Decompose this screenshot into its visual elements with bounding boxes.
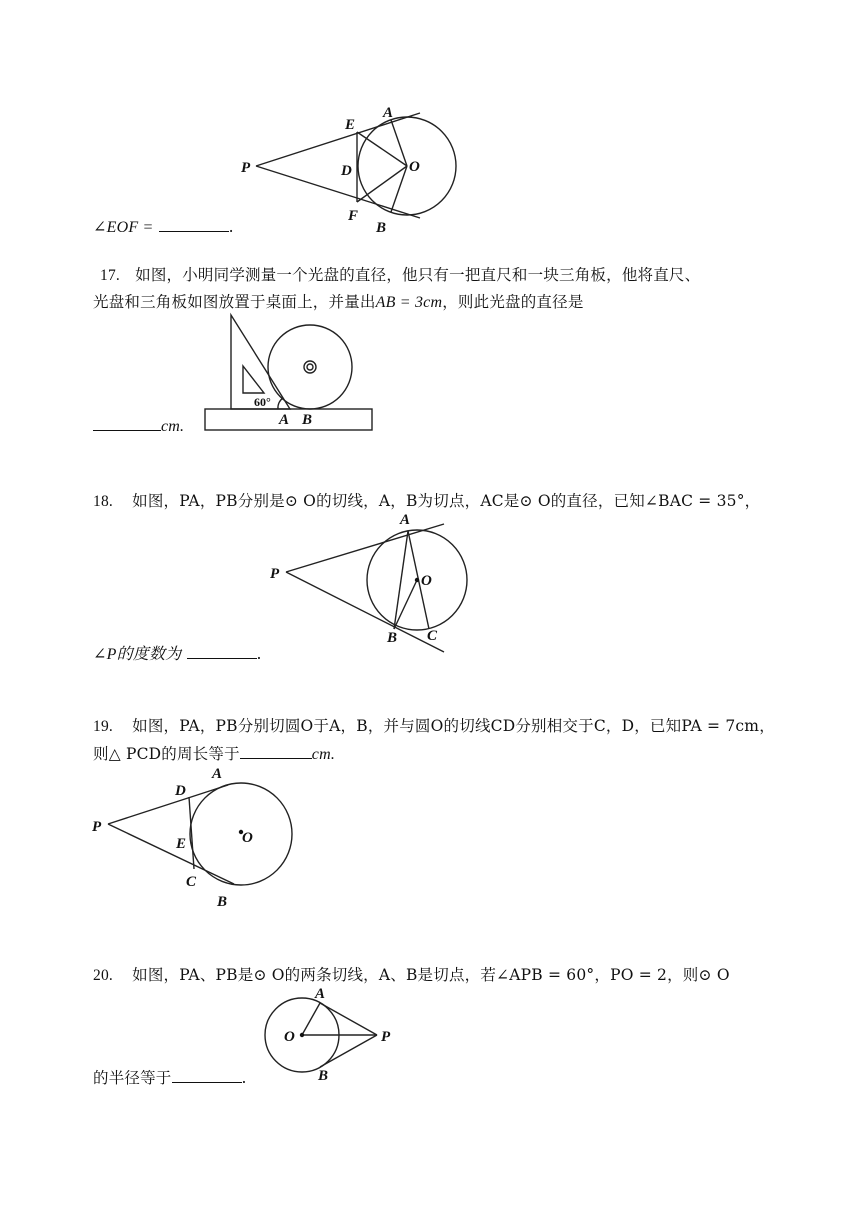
q20-label-o: O <box>284 1029 295 1045</box>
q19-text-line1: 如图，PA，PB分别切圆O于A，B，并与圆O的切线CD分别相交于C，D，已知PA = 7cm， <box>132 717 775 735</box>
q19-label-b: B <box>217 894 228 910</box>
q16-label-e: E <box>345 117 356 133</box>
q17-label-a: A <box>279 412 290 428</box>
q17-answer-suffix: cm. <box>161 418 185 435</box>
q18-label-p: P <box>270 566 280 582</box>
q19-label-a: A <box>212 766 223 782</box>
q20-label-a: A <box>315 986 326 1002</box>
q18-answer-prefix: ∠P的度数为 <box>93 646 182 663</box>
q19-label-e: E <box>176 836 187 852</box>
q19-number: 19. <box>93 718 113 735</box>
q20-text-line1: 如图，PA、PB是⊙ O的两条切线，A、B是切点，若∠APB = 60°，PO = 2，则⊙ O <box>132 966 730 984</box>
q17-number: 17. <box>100 267 120 284</box>
q19-label-c: C <box>186 874 197 890</box>
q19-label-d: D <box>175 783 186 799</box>
q17-label-b: B <box>302 412 313 428</box>
q20-label-b: B <box>318 1068 329 1084</box>
q20-answer-blank <box>172 1068 242 1083</box>
q20-answer-prefix: 的半径等于 <box>93 1069 172 1087</box>
q17-text-line1: 如图，小明同学测量一个光盘的直径，他只有一把直尺和一块三角板，他将直尺、 <box>135 266 701 284</box>
q20-label-p: P <box>381 1029 391 1045</box>
q18-label-o: O <box>421 573 432 589</box>
q18-text: 如图，PA，PB分别是⊙ O的切线，A，B为切点，AC是⊙ O的直径，已知∠BAC = 35°， <box>132 492 761 510</box>
q16-answer-prefix: ∠EOF = <box>93 219 154 236</box>
q16-label-f: F <box>348 208 359 224</box>
q16-label-a: A <box>383 105 394 121</box>
q19-label-p: P <box>92 819 102 835</box>
q17-label-angle: 60° <box>254 395 271 409</box>
q16-answer-suffix: . <box>228 218 234 236</box>
q20-number: 20. <box>93 967 113 984</box>
q20-answer-line <box>93 1066 247 1088</box>
q16-label-d: D <box>341 163 352 179</box>
q17-text-line2-tail: ，则此光盘的直径是 <box>442 293 584 311</box>
q19-label-o: O <box>242 830 253 846</box>
q18-label-b: B <box>387 630 398 646</box>
q18-label-a: A <box>400 512 411 528</box>
q18-number: 18. <box>93 493 113 510</box>
q16-label-o: O <box>409 159 420 175</box>
q17-text-line2: 光盘和三角板如图放置于桌面上，并量出 <box>93 293 376 311</box>
q19-answer-suffix: cm. <box>311 746 336 763</box>
q19-text-line2: 则△ PCD的周长等于 <box>93 745 240 763</box>
q20-answer-suffix: . <box>241 1069 247 1087</box>
q18-answer-suffix: . <box>256 645 262 663</box>
q16-label-p: P <box>241 160 251 176</box>
q18-label-c: C <box>427 628 438 644</box>
q17-measure: AB = 3cm <box>375 294 443 311</box>
q16-label-b: B <box>376 220 387 236</box>
